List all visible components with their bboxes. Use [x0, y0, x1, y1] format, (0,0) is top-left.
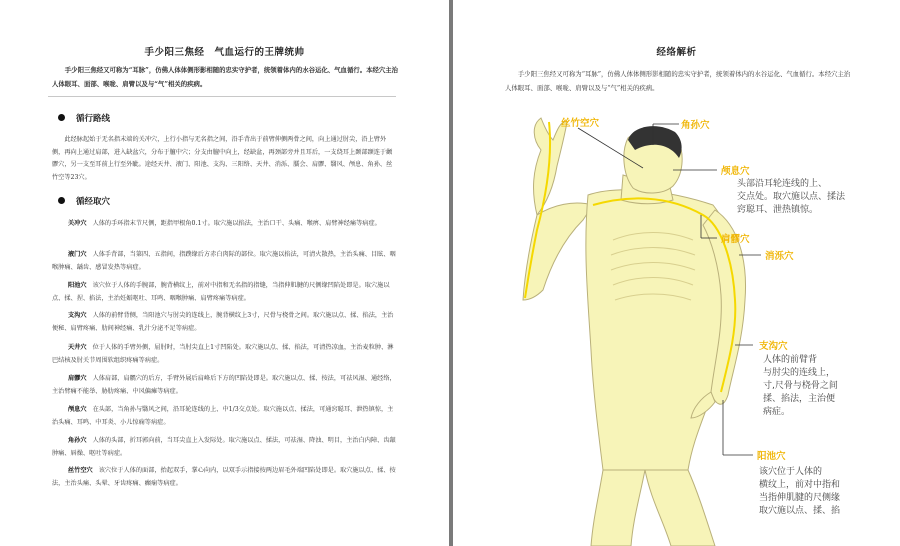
callout-sizhukong: 丝竹空穴: [561, 118, 600, 129]
acupoint-name: 液门穴: [68, 251, 87, 258]
acupoint-text: 人体手背部，当第四、五指间，指蹼缘后方赤白肉际的部位。取穴施以掐法，可清火散热，主治头痛、目眩、咽喉肿痛、龋齿、感冒发热等病症。: [52, 251, 396, 271]
yangchi-description: 该穴位于人体的 横纹上，前对中指和 当指伸肌腱的尺侧缘 取穴施以点、揉、掐: [759, 467, 841, 516]
acupoint-text: 该穴位于人体的手腕部，腕背横纹上，前对中指和无名指的指缝，当指伸肌腱的尺侧缘凹陷处即是。取穴施以点、揉、捏、掐法，主治妊娠呕吐、耳鸣、咽喉肿痛、肩臂疼痛等病症。: [52, 282, 390, 302]
acupoint-name: 颅息穴: [68, 406, 87, 413]
route-paragraph: 此经脉起始于无名指末端的关冲穴，上行小指与无名指之间，沿手背出于前臂伸侧两骨之间，向上通过肘尖，沿上臂外侧，再向上通过肩部，进入缺盆穴，分布于膻中穴；分支由膻中向上，经缺盆，再颈部旁并且耳后，一支绕耳上颞部颞连于颧髎穴，另一支至耳前上行至外眦。途经天井、液门、阳池、支沟、三阳络、天井、消泺、臑会、肩髎、翳风、颅息、角孙、丝竹空等23穴。: [52, 136, 393, 181]
right-page: [453, 0, 900, 546]
callout-yangchi: 阳池穴: [757, 451, 786, 462]
human-body-illustration: [523, 118, 746, 546]
acupoint-name: 天井穴: [68, 344, 87, 351]
acupoint-entry: [52, 280, 398, 305]
acupoint-entry: [52, 310, 398, 335]
acupoint-text: 人体肩部，肩髃穴的后方，手臂外展后肩峰后下方的凹陷处即是。取穴施以点、揉、按法，可祛风湿、通经络，主治臂痛不能举、胁肋疼痛、中风偏瘫等病症。: [52, 375, 396, 395]
acupoint-name: 肩髎穴: [68, 375, 87, 382]
intro-paragraph: 手少阳三焦经又可称为“耳脉”，仿佛人体体侧形影相随的忠实守护者，统领着体内的水谷运化、气血循行。本经穴主治人体眼耳、面部、喉咙、肩臂以及与“气”相关的疾病。: [505, 70, 851, 92]
zhigou-description: 人体的前臂背 与肘尖的连线上， 寸,尺骨与桡骨之间 揉、掐法，主治便 病症。: [763, 355, 838, 417]
section-heading-route: 循行路线: [76, 114, 111, 124]
acupoint-name: 角孙穴: [68, 437, 87, 444]
callout-xiaoluo: 消泺穴: [765, 251, 794, 262]
acupoint-text: 人体的前臂背侧，当阳池穴与肘尖的连线上，腕背横纹上3寸，尺骨与桡骨之间。取穴施以点、揉、掐法，主治便秘、肩臂疼痛、肋间神经痛、乳汁分泌不足等病症。: [52, 312, 394, 332]
meridian-figure: [453, 0, 900, 546]
section-heading-acupoints: 循经取穴: [76, 197, 111, 207]
acupoint-name: 丝竹空穴: [68, 467, 93, 474]
divider: [48, 96, 396, 97]
acupoint-name: 关冲穴: [68, 220, 87, 227]
acupoint-entry: [52, 249, 398, 274]
acupoint-entry: [52, 404, 398, 429]
acupoint-entry: [52, 342, 398, 367]
callout-jianliao: 肩髎穴: [721, 234, 750, 245]
page-title: 手少阳三焦经 气血运行的王牌统帅: [144, 47, 305, 58]
acupoint-entry: [52, 373, 398, 398]
acupoint-name: 阳池穴: [68, 282, 87, 289]
intro-paragraph: 手少阳三焦经又可称为“耳脉”，仿佛人体体侧形影相随的忠实守护者，统领着体内的水谷运化、气血循行。本经穴主治人体眼耳、面部、喉咙、肩臂以及与“气”相关的疾病。: [52, 66, 399, 88]
bullet-icon: [58, 114, 65, 121]
acupoint-text: 该穴位于人体的面部，抬起双手，掌心向内，以双手示指接按两边眉毛外端凹陷处即是。取穴施以点、揉、按法，主治头痛、头晕、牙齿疼痛、癫痫等病症。: [52, 467, 396, 487]
callout-jiaosun: 角孙穴: [681, 120, 710, 131]
luxi-description: 头部沿耳轮连线的上、 交点处。取穴施以点、揉法 窍聪耳、泄热镇惊。: [737, 179, 846, 215]
acupoint-entry: [52, 218, 398, 231]
page-title: 经络解析: [656, 47, 697, 58]
left-page: [0, 0, 449, 546]
acupoint-text: 在头部，当角孙与翳风之间，沿耳轮连线的上、中1/3交点处。取穴施以点、揉法，可通窍聪耳、泄热镇惊，主治头痛、耳鸣、中耳炎、小儿惊痫等病症。: [52, 406, 394, 426]
bullet-icon: [58, 197, 65, 204]
acupoint-text: 人体的头部，折耳郭向前，当耳尖直上入发际处。取穴施以点、揉法，可祛湿、降浊、明目，主治白内障、齿龈肿痛、唇燥、呕吐等病症。: [52, 437, 396, 457]
acupoint-name: 支沟穴: [68, 312, 87, 319]
acupoint-text: 位于人体的手臂外侧，屈肘时，当肘尖直上1寸凹陷处。取穴施以点、揉、掐法，可清热凉血，主治麦粒肿、淋巴结核及肘关节周围软组织疼痛等病症。: [52, 344, 394, 364]
acupoint-entry: [52, 435, 398, 460]
acupoint-entry: [52, 465, 398, 490]
callout-luxi: 颅息穴: [721, 166, 750, 177]
acupoint-text: 人体的手环指末节尺侧，距指甲根角0.1寸。取穴施以掐法，主治口干、头痛、喉痹、肩臂神经痛等病症。: [92, 220, 381, 227]
callout-zhigou: 支沟穴: [759, 341, 788, 352]
